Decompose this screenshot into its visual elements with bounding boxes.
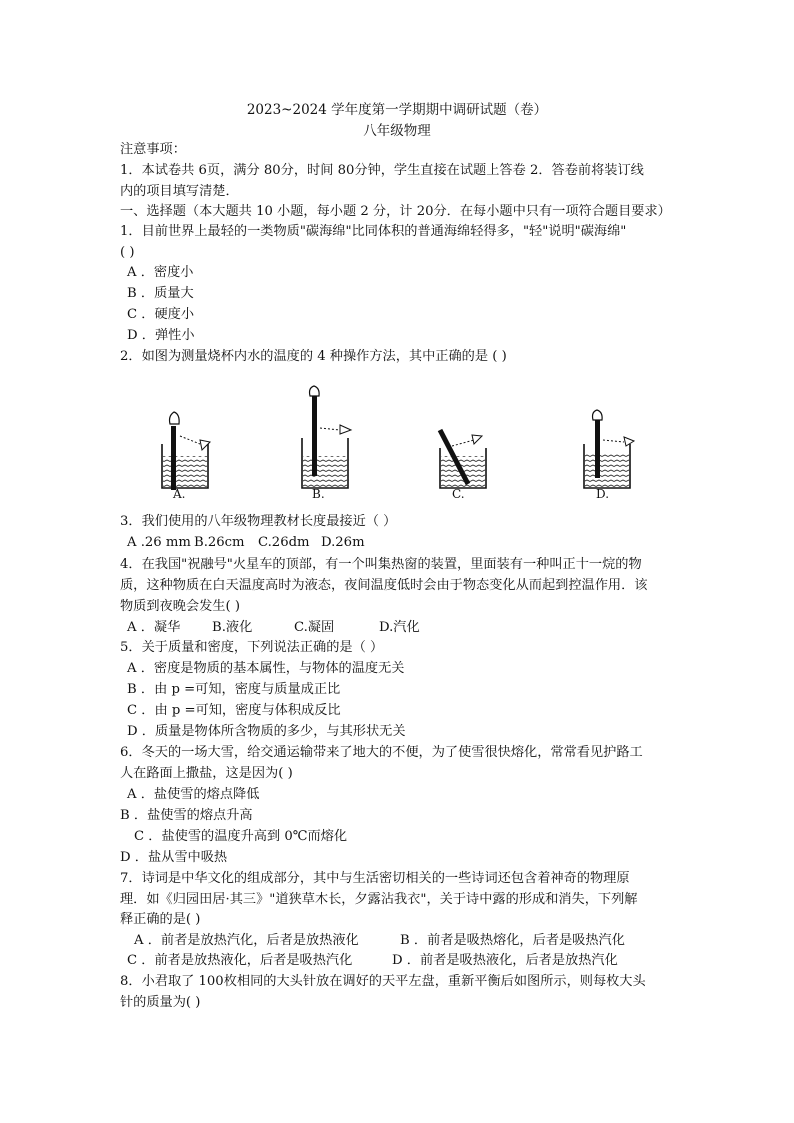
figure-label-d: D.	[596, 487, 610, 501]
q1-option-b: B ．质量大	[127, 286, 194, 301]
q1-option-d: D ．弹性小	[127, 328, 195, 343]
q4-option-d: D.汽化	[379, 620, 420, 635]
question-1-stem: 1．目前世界上最轻的一类物质"碳海绵"比同体积的普通海绵轻得多，"轻"说明"碳海绵"	[120, 224, 627, 239]
notice-line: 1．本试卷共 6页，满分 80分，时间 80分钟，学生直接在试题上答卷 2．答卷前将装订线	[120, 163, 644, 178]
q4-option-c: C.凝固	[294, 620, 335, 635]
q5-option-c: C ．由 p =可知，密度与体积成反比	[127, 703, 341, 718]
q7-option-a: A ．前者是放热汽化，后者是放热液化	[134, 933, 359, 948]
q7-option-d: D ．前者是吸热液化，后者是放热汽化	[392, 953, 618, 968]
q6-option-a: A ．盐使雪的熔点降低	[127, 787, 260, 802]
question-2-stem: 2．如图为测量烧杯内水的温度的 4 种操作方法，其中正确的是 ( )	[120, 349, 507, 364]
question-8-stem: 8．小君取了 100枚相同的大头针放在调好的天平左盘，重新平衡后如图所示，则每枚大头	[120, 974, 646, 989]
question-3-stem: 3．我们使用的八年级物理教材长度最接近（ ）	[120, 514, 397, 529]
figure-b	[302, 386, 351, 488]
q3-option-c: C.26dm	[258, 535, 310, 550]
question-4-stem: 4．在我国"祝融号"火星车的顶部，有一个叫集热窗的装置，里面装有一种叫正十一烷的物	[120, 557, 642, 572]
question-1-bracket: ( )	[120, 245, 135, 260]
notice-line: 内的项目填写清楚．	[120, 184, 239, 199]
q6-option-d: D ．盐从雪中吸热	[120, 850, 228, 865]
q5-option-a: A ．密度是物质的基本属性，与物体的温度无关	[127, 661, 405, 676]
q4-option-b: B.液化	[212, 620, 253, 635]
q7-option-b: B ．前者是吸热熔化，后者是吸热汽化	[400, 933, 625, 948]
question-6-stem: 6．冬天的一场大雪，给交通运输带来了地大的不便，为了使雪很快熔化，常常看见护路工	[120, 745, 643, 760]
figure-label-a: A.	[173, 487, 186, 501]
figure-c	[440, 430, 486, 488]
figure-label-b: B.	[312, 487, 325, 501]
exam-title: 2023~2024 学年度第一学期期中调研试题（卷）	[246, 102, 548, 118]
q5-option-d: D ．质量是物体所含物质的多少，与其形状无关	[127, 724, 406, 739]
thermometer-figure	[140, 384, 660, 504]
q3-option-d: D.26m	[321, 535, 365, 550]
figure-a	[162, 412, 210, 490]
section-heading: 一、选择题（本大题共 10 小题，每小题 2 分，计 20分．在每小题中只有一项符合题目要求）	[120, 204, 671, 219]
question-8-stem: 针的质量为( )	[120, 995, 201, 1010]
q3-option-b: B.26cm	[194, 535, 245, 550]
q7-option-c: C ．前者是放热液化，后者是吸热汽化	[127, 953, 353, 968]
notice-heading: 注意事项：	[120, 142, 186, 157]
q1-option-c: C ．硬度小	[127, 307, 195, 322]
question-7-stem: 理．如《归园田居·其三》"道狭草木长，夕露沾我衣"，关于诗中露的形成和消失，下列解	[120, 892, 638, 907]
figure-d	[584, 410, 634, 488]
exam-subtitle: 八年级物理	[363, 123, 431, 139]
q6-option-b: B ．盐使雪的熔点升高	[120, 808, 253, 823]
q4-option-a: A ．凝华	[127, 620, 181, 635]
question-5-stem: 5．关于质量和密度，下列说法正确的是（ ）	[120, 640, 384, 655]
question-4-stem: 物质到夜晚会发生( )	[120, 599, 240, 614]
q5-option-b: B ．由 p =可知，密度与质量成正比	[127, 682, 341, 697]
q1-option-a: A ．密度小	[127, 265, 194, 280]
question-4-stem: 质，这种物质在白天温度高时为液态，夜间温度低时会由于物态变化从而起到控温作用．该	[120, 578, 648, 593]
q3-option-a: A .26 mm	[127, 535, 191, 550]
question-6-stem: 人在路面上撒盐，这是因为( )	[120, 766, 293, 781]
figure-label-c: C.	[452, 487, 465, 501]
question-7-stem: 7．诗词是中华文化的组成部分，其中与生活密切相关的一些诗词还包含着神奇的物理原	[120, 871, 630, 886]
question-7-stem: 释正确的是( )	[120, 912, 201, 927]
q6-option-c: C ．盐使雪的温度升高到 0℃而熔化	[134, 829, 348, 844]
